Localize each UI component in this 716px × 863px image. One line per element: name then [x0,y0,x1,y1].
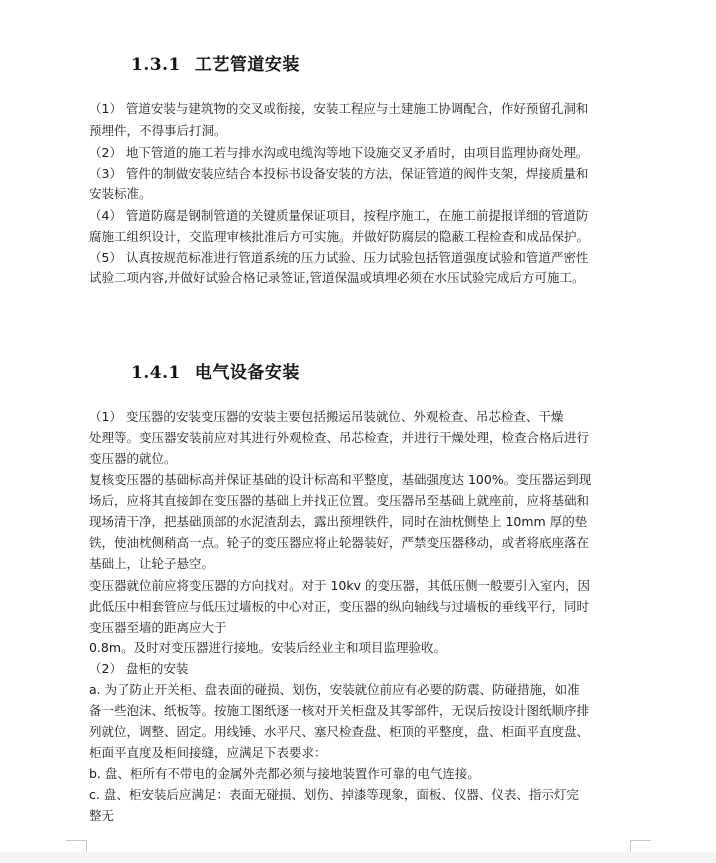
section-title: 工艺管道安装 [194,55,300,75]
paragraph-line: 备一些泡沫、纸板等。按施工图纸逐一核对开关柜盘及其零部件，无误后按设计图纸顺序排 [89,703,590,718]
paragraph-line: b. 盘、柜所有不带电的金属外壳都必须与接地装置作可靠的电气连接。 [89,766,480,781]
paragraph-line: a. 为了防止开关柜、盘表面的碰损、划伤，安装就位前应有必要的防震、防碰措施，如准 [89,682,580,697]
paragraph-line: 变压器至墙的距离应大于 [89,620,227,635]
paragraph-line: 处理等。变压器安装前应对其进行外观检查、吊芯检查，并进行干燥处理，检查合格后进行 [89,430,590,445]
paragraph-line: 腐施工组织设计，交监理审核批准后方可实施。并做好防腐层的隐蔽工程检查和成品保护。 [89,229,590,244]
paragraph-line: 变压器的就位。 [89,451,177,466]
paragraph-line: 场后，应将其直接卸在变压器的基础上并找正位置。变压器吊至基础上就座前，应将基础和 [89,493,590,508]
paragraph-line: 列就位，调整、固定。用线锤、水平尺、塞尺检查盘、柜顶的平整度，盘、柜面平直度盘、 [89,724,590,739]
paragraph-line: （5） 认真按规范标准进行管道系统的压力试验、压力试验包括管道强度试验和管道严密性 [89,250,589,265]
section-heading-electrical-equipment [131,358,300,383]
paragraph-line: 变压器就位前应将变压器的方向找对。对于 10kv 的变压器，其低压侧一般要引入室内，因 [89,578,590,593]
section-title: 电气设备安装 [194,363,300,383]
paragraph-line: 0.8m。及时对变压器进行接地。安装后经业主和项目监理验收。 [89,640,447,655]
paragraph-line: 柜面平直度及柜间接缝，应满足下表要求： [89,745,327,760]
paragraph-line: 安装标准。 [89,186,152,201]
paragraph-line: 现场清干净，把基础顶部的水泥渣刮去，露出预埋铁件，同时在油枕侧垫上 10mm 厚的垫 [89,514,588,529]
paragraph-line: 基础上，让轮子悬空。 [89,556,215,571]
paragraph-line: 此低压中相套管应与低压过墙板的中心对正，变压器的纵向轴线与过墙板的垂线平行，同时 [89,599,590,614]
paragraph-line: 试验二项内容,并做好试验合格记录签证,管道保温或填埋必须在水压试验完成后方可施工。 [89,270,585,285]
section-number: 1.4.1 [131,363,181,383]
paragraph-line: c. 盘、柜安装后应满足：表面无碰损、划伤、掉漆等现象，面板、仪器、仪表、指示灯完 [89,787,579,802]
section-number: 1.3.1 [131,55,181,75]
paragraph-line: （1） 变压器的安装变压器的安装主要包括搬运吊装就位、外观检查、吊芯检查、干燥 [89,409,564,424]
paragraph-line: 铁，使油枕侧稍高一点。轮子的变压器应将止轮器装好，严禁变压器移动，或者将底座落在 [89,535,590,550]
paragraph-line: （2） 盘柜的安装 [89,661,189,676]
paragraph-line: （2） 地下管道的施工若与排水沟或电缆沟等地下设施交叉矛盾时，由项目监理协商处理。 [89,145,589,160]
paragraph-line: 整无 [89,808,115,823]
paragraph-line: （3） 管件的制做安装应结合本投标书设备安装的方法，保证管道的阀件支架，焊接质量和 [89,166,589,181]
paragraph-line: （1） 管道安装与建筑物的交叉或衔接，安装工程应与土建施工协调配合，作好预留孔洞和 [89,101,589,116]
paragraph-line: （4） 管道防腐是钢制管道的关键质量保证项目，按程序施工，在施工前提报详细的管道防 [89,208,589,223]
page-gap-bar [0,852,716,863]
section-heading-process-piping [131,50,300,75]
paragraph-line: 预埋件，不得事后打洞。 [89,123,227,138]
paragraph-line: 复核变压器的基础标高并保证基础的设计标高和平整度，基础强度达 100%。变压器运到现 [89,472,592,487]
